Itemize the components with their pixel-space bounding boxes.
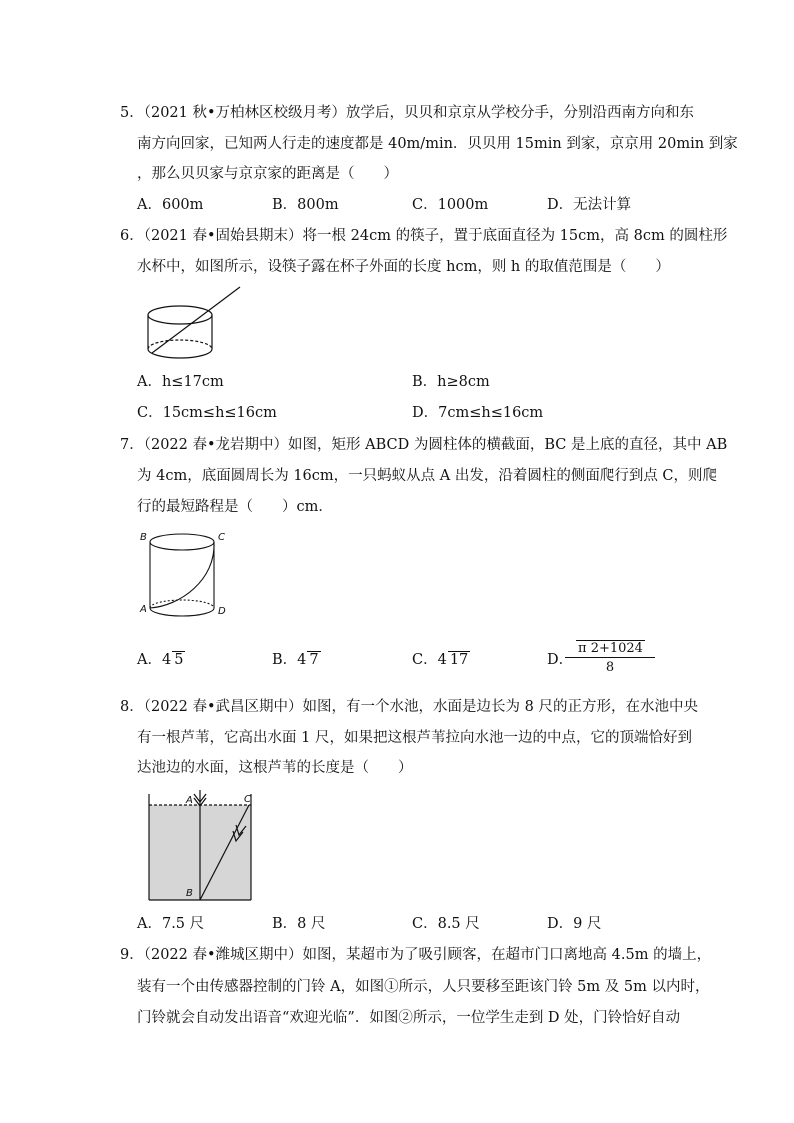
q8-stem-line-1: 8．（2022 春•武昌区期中）如图，有一个水池，水面是边长为 8 尺的正方形，在水池中央 (120, 699, 698, 715)
q7-option-d-denominator: 8 (605, 660, 615, 675)
q7-label-c: C (218, 532, 225, 543)
q7-stem-line-1: 7．（2022 春•龙岩期中）如图，矩形 ABCD 为圆柱体的横截面，BC 是上底的直径，其中 AB (120, 437, 728, 453)
q7-option-d-prefix: D． (547, 652, 574, 668)
q6-option-d: D．7cm≤h≤16cm (412, 405, 544, 421)
q5-stem-line-2: 南方向回家，已知两人行走的速度都是 40m/min．贝贝用 15min 到家，京京用 20min 到家 (137, 136, 738, 152)
q7-option-d-numerator: π 2+1024 (578, 641, 643, 656)
q8-label-c: C (244, 794, 251, 805)
q5-stem-line-3: ，那么贝贝家与京京家的距离是（ ） (137, 166, 398, 182)
q5-option-b: B．800m (272, 197, 339, 213)
q7-option-b-radicand: 7 (309, 652, 319, 668)
q5-option-d: D．无法计算 (547, 197, 632, 213)
q9-stem-line-3: 门铃就会自动发出语音“欢迎光临”．如图②所示，一位学生走到 D 处，门铃恰好自动 (137, 1010, 681, 1026)
q8-pond-figure (140, 782, 260, 904)
q9-stem-line-1: 9．（2022 春•潍城区期中）如图，某超市为了吸引顾客，在超市门口离地高 4.5m 的墙上， (120, 947, 712, 963)
q7-option-b (272, 650, 321, 670)
q7-option-c (412, 650, 470, 670)
q7-label-a: A (140, 604, 147, 615)
q7-label-b: B (140, 532, 147, 543)
q8-stem-line-2: 有一根芦苇，它高出水面 1 尺，如果把这根芦苇拉向水池一边的中点，它的顶端恰好到 (137, 730, 692, 746)
q7-option-a (137, 650, 185, 670)
q7-cylinder-figure (140, 530, 240, 620)
q9-stem-line-2: 装有一个由传感器控制的门铃 A，如图①所示，人只要移至距该门铃 5m 及 5m 以内时， (137, 979, 710, 995)
q8-label-a: A (186, 795, 193, 806)
q8-option-d: D．9 尺 (547, 916, 602, 932)
q8-option-c: C．8.5 尺 (412, 916, 480, 932)
q5-option-a: A．600m (137, 197, 204, 213)
q8-option-a: A．7.5 尺 (137, 916, 205, 932)
q8-stem-line-3: 达池边的水面，这根芦苇的长度是（ ） (137, 760, 413, 776)
q5-option-c: C．1000m (412, 197, 489, 213)
q6-option-c: C．15cm≤h≤16cm (137, 405, 277, 421)
q5-stem-line-1: 5．（2021 秋•万柏林区校级月考）放学后，贝贝和京京从学校分手，分别沿西南方向和东 (120, 105, 695, 121)
q7-option-d-fraction (565, 640, 655, 675)
q6-option-b: B．h≥8cm (412, 374, 490, 390)
q7-stem-line-2: 为 4cm，底面圆周长为 16cm，一只蚂蚁从点 A 出发，沿着圆柱的侧面爬行到点 C，则爬 (137, 468, 718, 484)
q6-stem-line-1: 6．（2021 春•固始县期末）将一根 24cm 的筷子，置于底面直径为 15cm，高 8cm 的圆柱形 (120, 228, 728, 244)
q8-option-b: B．8 尺 (272, 916, 326, 932)
q8-label-b: B (186, 888, 193, 899)
q7-label-d: D (218, 606, 226, 617)
q7-option-b-prefix: B．4 (272, 652, 307, 668)
q7-stem-line-3: 行的最短路程是（ ）cm． (137, 499, 333, 515)
q7-option-a-radicand: 5 (174, 652, 184, 668)
q7-option-c-prefix: C．4 (412, 652, 447, 668)
q6-cup-figure (140, 285, 250, 365)
q7-option-a-prefix: A．4 (137, 652, 172, 668)
q6-stem-line-2: 水杯中，如图所示，设筷子露在杯子外面的长度 hcm，则 h 的取值范围是（ ） (137, 259, 670, 275)
q7-option-c-radicand: 17 (449, 652, 469, 668)
q6-option-a: A．h≤17cm (137, 374, 224, 390)
